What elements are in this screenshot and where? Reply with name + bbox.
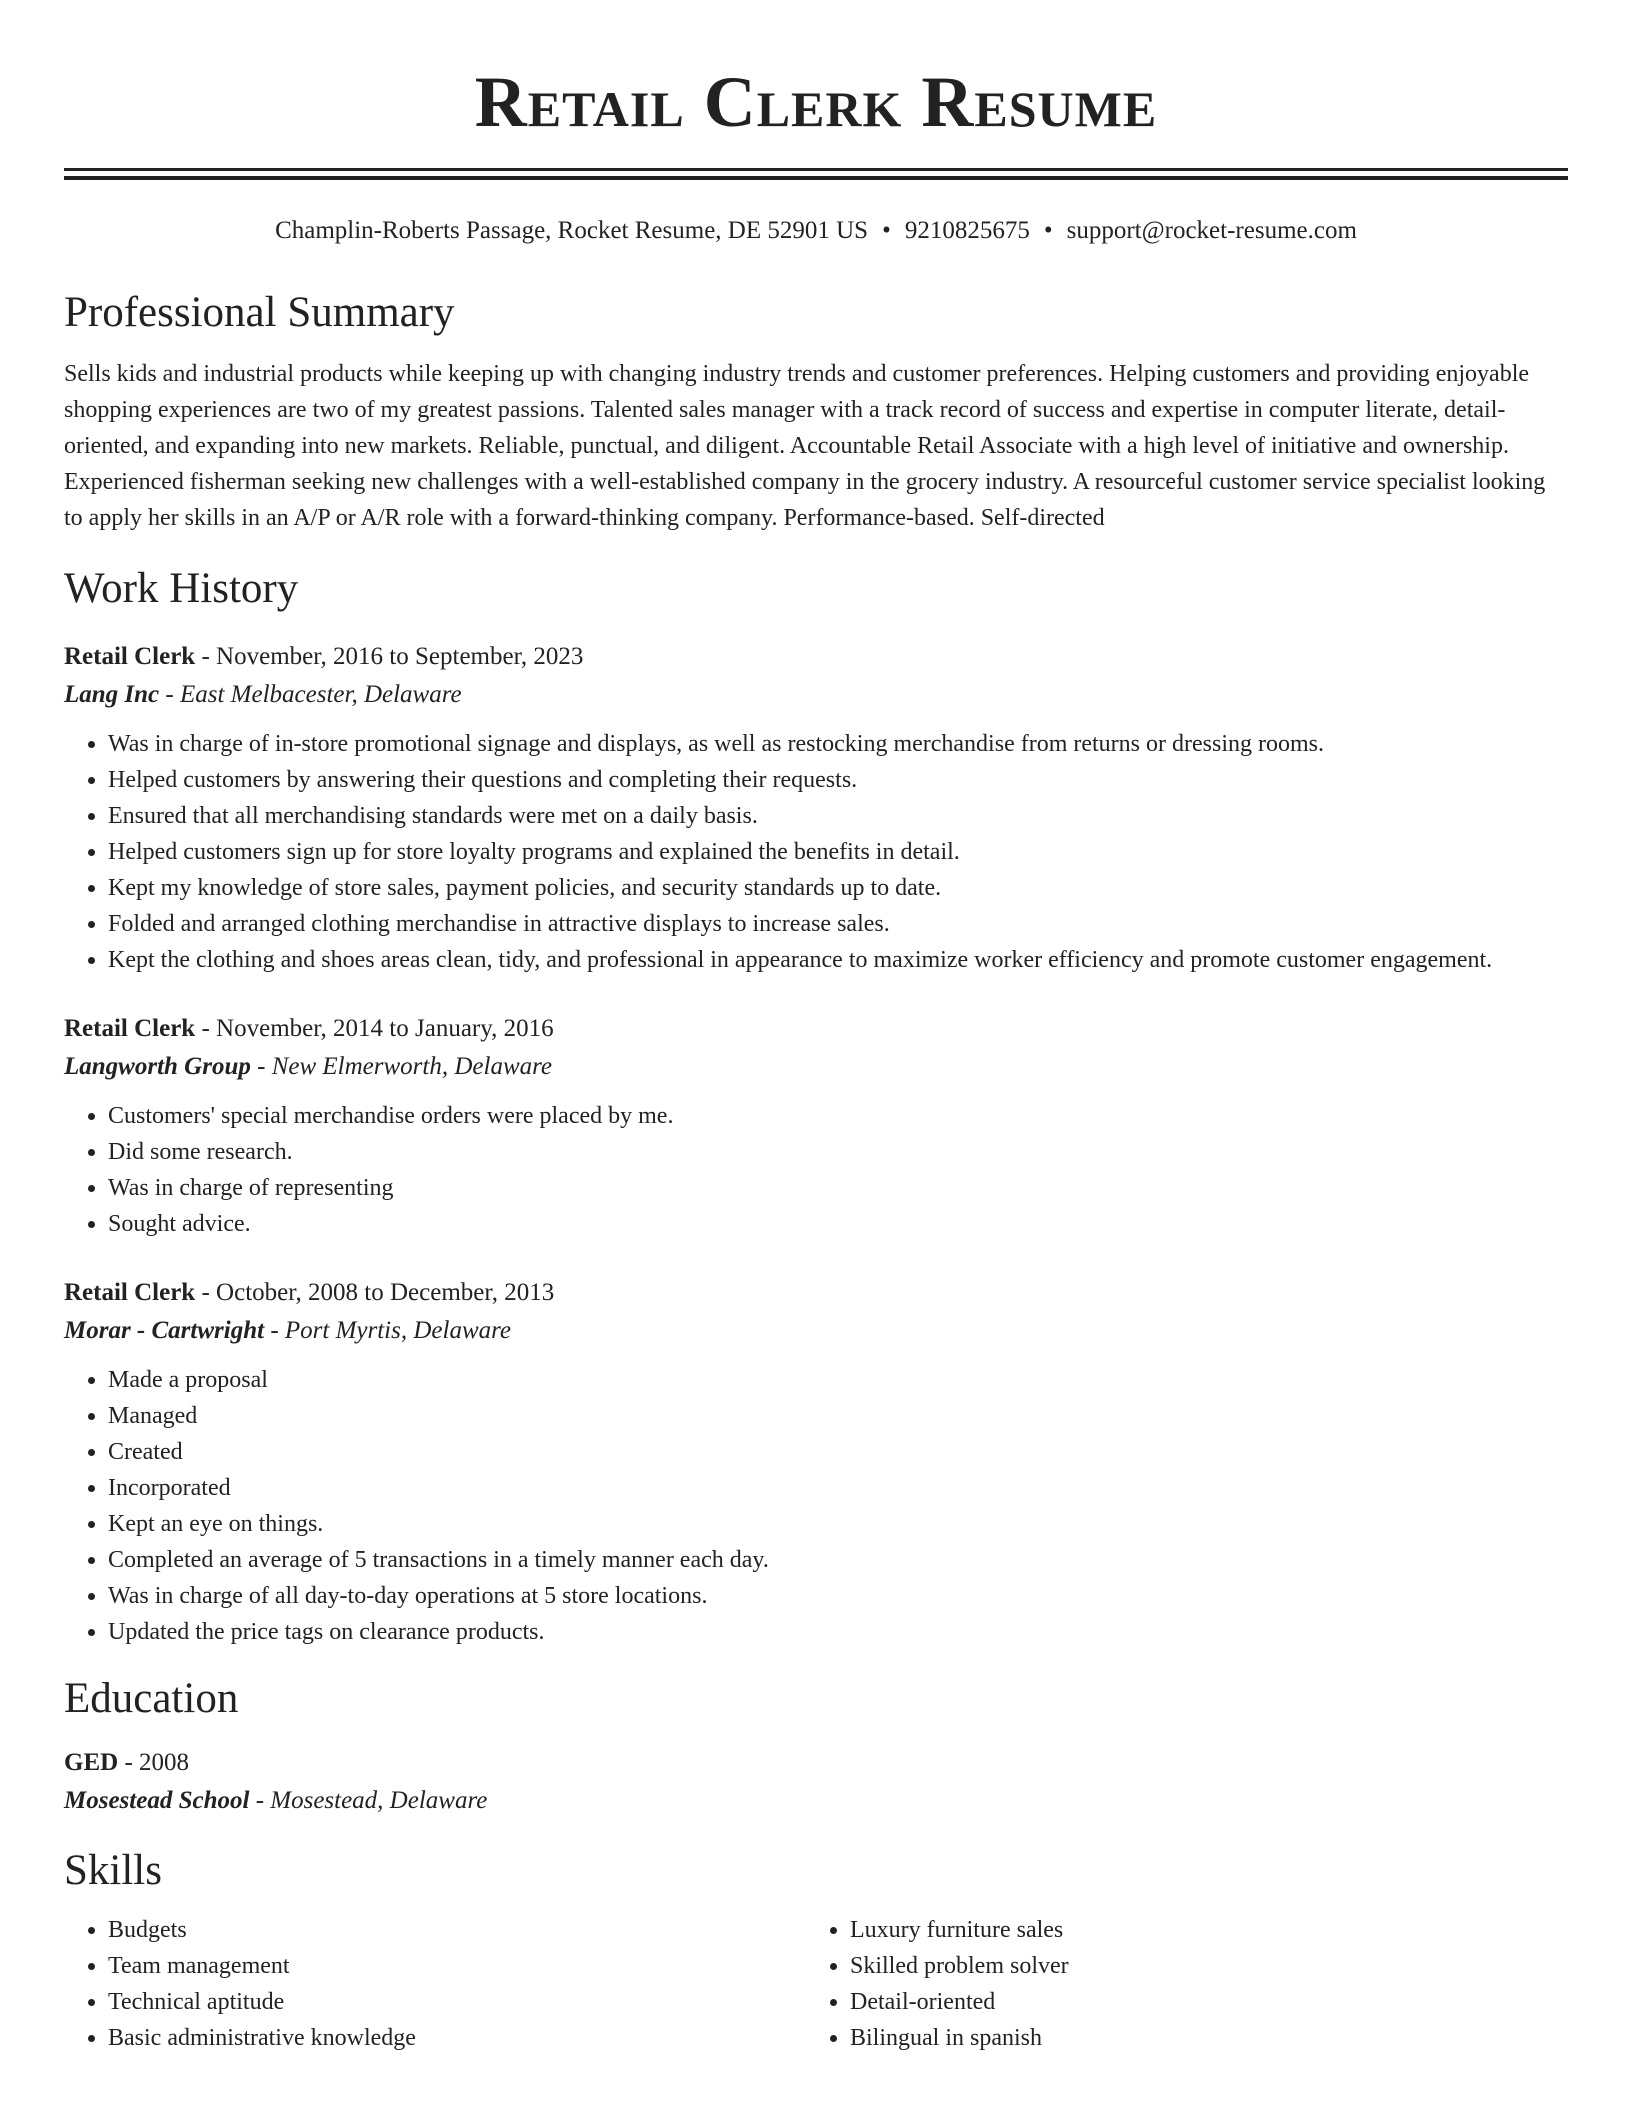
job-company-line	[64, 1048, 1568, 1086]
school-line	[64, 1782, 1568, 1820]
list-item: • Helped customers sign up for store loyalty programs and explained the benefits in detail.	[108, 834, 1568, 870]
skills-heading: Skills	[64, 1847, 162, 1894]
list-item: • Skilled problem solver	[850, 1948, 1548, 1984]
contact-line	[64, 216, 1568, 246]
list-item: • Detail-oriented	[850, 1984, 1548, 2020]
list-item: • Kept my knowledge of store sales, payment policies, and security standards up to date.	[108, 870, 1568, 906]
list-item: • Customers' special merchandise orders were placed by me.	[108, 1098, 1568, 1134]
job-title-line	[64, 1010, 1568, 1048]
list-item: • Did some research.	[108, 1134, 1568, 1170]
job-title: Retail Clerk	[64, 1015, 196, 1042]
contact-email: support@rocket-resume.com	[1066, 217, 1357, 244]
education-entry	[64, 1744, 1568, 1820]
list-item: • Bilingual in spanish	[850, 2020, 1548, 2056]
job-dates: - November, 2016 to September, 2023	[195, 643, 584, 670]
contact-address: Champlin-Roberts Passage, Rocket Resume, DE 52901 US	[275, 217, 869, 244]
list-item: • Managed	[108, 1398, 1568, 1434]
list-item: • Was in charge of representing	[108, 1170, 1568, 1206]
job-dates: - October, 2008 to December, 2013	[195, 1279, 555, 1306]
job-company: Langworth Group	[64, 1053, 251, 1080]
degree: GED	[64, 1749, 119, 1776]
work-history-heading: Work History	[64, 565, 299, 612]
job-company-line	[64, 1312, 1568, 1350]
job-title: Retail Clerk	[64, 643, 196, 670]
job-company: Morar - Cartwright	[64, 1317, 265, 1344]
list-item: • Was in charge of in-store promotional signage and displays, as well as restocking merchandise from returns or dressing rooms.	[108, 726, 1568, 762]
list-item: • Kept the clothing and shoes areas clean, tidy, and professional in appearance to maximize worker efficiency and promote customer engagement.	[108, 942, 1568, 978]
list-item: • Incorporated	[108, 1470, 1568, 1506]
job-location: - Port Myrtis, Delaware	[264, 1317, 512, 1344]
resume-title: Retail Clerk Resume	[474, 62, 1158, 142]
list-item: • Completed an average of 5 transactions in a timely manner each day.	[108, 1542, 1568, 1578]
list-item: • Was in charge of all day-to-day operations at 5 store locations.	[108, 1578, 1568, 1614]
list-item: • Basic administrative knowledge	[108, 2020, 806, 2056]
job-company: Lang Inc	[64, 681, 160, 708]
job-dates: - November, 2014 to January, 2016	[195, 1015, 554, 1042]
list-item: • Created	[108, 1434, 1568, 1470]
contact-separator: •	[882, 217, 891, 244]
list-item: • Updated the price tags on clearance products.	[108, 1614, 1568, 1650]
title-double-rule	[64, 168, 1568, 180]
job-bullet-list	[64, 1362, 1568, 1650]
job-entry-2	[64, 1010, 1568, 1242]
summary-text: Sells kids and industrial products while keeping up with changing industry trends and customer preferences. Helping customers and providing enjoyable shopping experiences are two of my greatest passions. Talented sales manager with a track record of success and expertise in computer literate, detail-oriented, and expanding into new markets. Reliable, punctual, and diligent. Accountable Retail Associate with a high level of initiative and ownership. Experienced fisherman seeking new challenges with a well-established company in the grocery industry. A resourceful customer service specialist looking to apply her skills in an A/P or A/R role with a forward-thinking company. Performance-based. Self-directed	[64, 361, 1546, 531]
job-entry-1	[64, 638, 1568, 978]
school-location: - Mosestead, Delaware	[249, 1787, 488, 1814]
summary-heading: Professional Summary	[64, 289, 455, 336]
skills-list-right	[806, 1912, 1548, 2056]
list-item: • Sought advice.	[108, 1206, 1568, 1242]
list-item: • Technical aptitude	[108, 1984, 806, 2020]
job-title: Retail Clerk	[64, 1279, 196, 1306]
list-item: • Kept an eye on things.	[108, 1506, 1568, 1542]
skills-columns	[64, 1912, 1568, 2056]
list-item: • Budgets	[108, 1912, 806, 1948]
job-location: - New Elmerworth, Delaware	[250, 1053, 553, 1080]
list-item: • Luxury furniture sales	[850, 1912, 1548, 1948]
job-title-line	[64, 1274, 1568, 1312]
list-item: • Helped customers by answering their questions and completing their requests.	[108, 762, 1568, 798]
job-company-line	[64, 676, 1568, 714]
degree-line	[64, 1744, 1568, 1782]
contact-phone: 9210825675	[904, 217, 1030, 244]
degree-year: - 2008	[118, 1749, 190, 1776]
job-location: - East Melbacester, Delaware	[159, 681, 462, 708]
list-item: • Folded and arranged clothing merchandise in attractive displays to increase sales.	[108, 906, 1568, 942]
school-name: Mosestead School	[64, 1787, 250, 1814]
skills-list-left	[64, 1912, 806, 2056]
job-entry-3	[64, 1274, 1568, 1650]
job-title-line	[64, 638, 1568, 676]
job-bullet-list	[64, 726, 1568, 978]
list-item: • Ensured that all merchandising standards were met on a daily basis.	[108, 798, 1568, 834]
job-bullet-list	[64, 1098, 1568, 1242]
education-heading: Education	[64, 1675, 239, 1722]
list-item: • Team management	[108, 1948, 806, 1984]
contact-separator: •	[1043, 217, 1053, 244]
list-item: • Made a proposal	[108, 1362, 1568, 1398]
